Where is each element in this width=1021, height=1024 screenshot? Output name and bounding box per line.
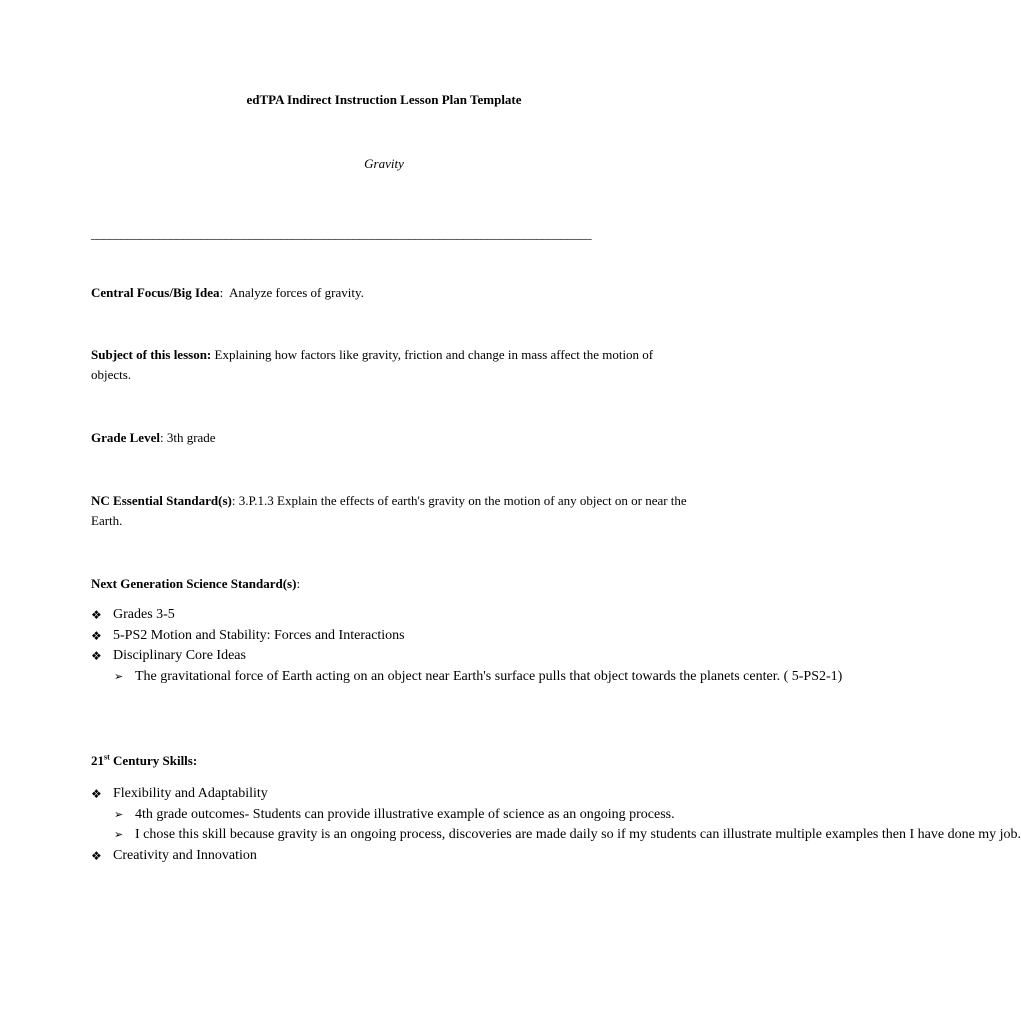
diamond-bullet-icon: ❖ bbox=[91, 608, 102, 622]
nc-standard-value: 3.P.1.3 Explain the effects of earth's gravity on the motion of any object on or near the Earth. bbox=[91, 493, 687, 528]
ngss-heading bbox=[91, 574, 691, 594]
grade-level-value: 3th grade bbox=[166, 430, 216, 445]
grade-level-field bbox=[91, 428, 691, 448]
list-item-text: 4th grade outcomes- Students can provide illustrative example of science as an ongoing process. bbox=[135, 806, 675, 822]
grade-level-label: Grade Level bbox=[91, 430, 160, 445]
diamond-bullet-icon: ❖ bbox=[91, 787, 102, 801]
list-item-text: Disciplinary Core Ideas bbox=[113, 648, 246, 663]
document-title: edTPA Indirect Instruction Lesson Plan Template bbox=[246, 92, 522, 107]
list-item-text: Creativity and Innovation bbox=[113, 847, 257, 863]
list-item-text: I chose this skill because gravity is an ongoing process, discoveries are made daily so if my students can illustrate multiple examples then I have done my job. bbox=[135, 827, 1021, 842]
skills-heading-sup: st bbox=[104, 752, 110, 762]
diamond-bullet-icon: ❖ bbox=[91, 649, 102, 663]
list-item bbox=[91, 667, 843, 688]
subject-value: Explaining how factors like gravity, friction and change in mass affect the motion of objects. bbox=[91, 347, 654, 382]
ngss-heading-suffix: : bbox=[296, 576, 301, 591]
nc-standard-label: NC Essential Standard(s) bbox=[91, 493, 232, 508]
subject-label: Subject of this lesson: bbox=[91, 347, 212, 362]
list-item-text: Grades 3-5 bbox=[113, 607, 175, 622]
list-item bbox=[91, 605, 691, 626]
central-focus-label: Central Focus/Big Idea bbox=[91, 285, 220, 300]
document-subtitle: Gravity bbox=[364, 156, 404, 171]
central-focus-separator: : bbox=[219, 285, 229, 300]
arrow-bullet-icon: ➢ bbox=[114, 669, 124, 683]
diamond-bullet-icon: ❖ bbox=[91, 628, 102, 643]
grade-level-separator: : bbox=[159, 430, 167, 445]
list-item bbox=[91, 646, 691, 667]
subject-field bbox=[91, 345, 691, 385]
skills-heading-prefix: 21 bbox=[91, 753, 104, 768]
list-item-text: The gravitational force of Earth acting on an object near Earth's surface pulls that object towards the planets center. ( 5-PS2-1) bbox=[135, 668, 843, 684]
list-item-text: 5-PS2 Motion and Stability: Forces and Interactions bbox=[113, 627, 405, 643]
skills-heading-suffix: Century Skills: bbox=[109, 753, 198, 768]
list-item bbox=[91, 626, 691, 647]
list-item bbox=[91, 825, 1021, 846]
diamond-bullet-icon: ❖ bbox=[91, 848, 102, 863]
nc-standard-separator: : bbox=[231, 493, 239, 508]
skills-heading bbox=[91, 753, 197, 769]
central-focus-field bbox=[91, 283, 691, 303]
list-item-text: Flexibility and Adaptability bbox=[113, 786, 268, 801]
arrow-bullet-icon: ➢ bbox=[114, 807, 124, 821]
central-focus-value: Analyze forces of gravity. bbox=[228, 285, 364, 300]
list-item bbox=[91, 784, 691, 805]
list-item bbox=[91, 846, 691, 867]
skills-list bbox=[91, 784, 1021, 866]
horizontal-rule: __________________________________________________________________________________ bbox=[91, 226, 592, 241]
list-item bbox=[91, 805, 691, 826]
ngss-list bbox=[91, 605, 843, 687]
arrow-bullet-icon: ➢ bbox=[114, 828, 124, 841]
ngss-heading-label: Next Generation Science Standard(s) bbox=[91, 576, 297, 591]
nc-standard-field bbox=[91, 491, 691, 531]
